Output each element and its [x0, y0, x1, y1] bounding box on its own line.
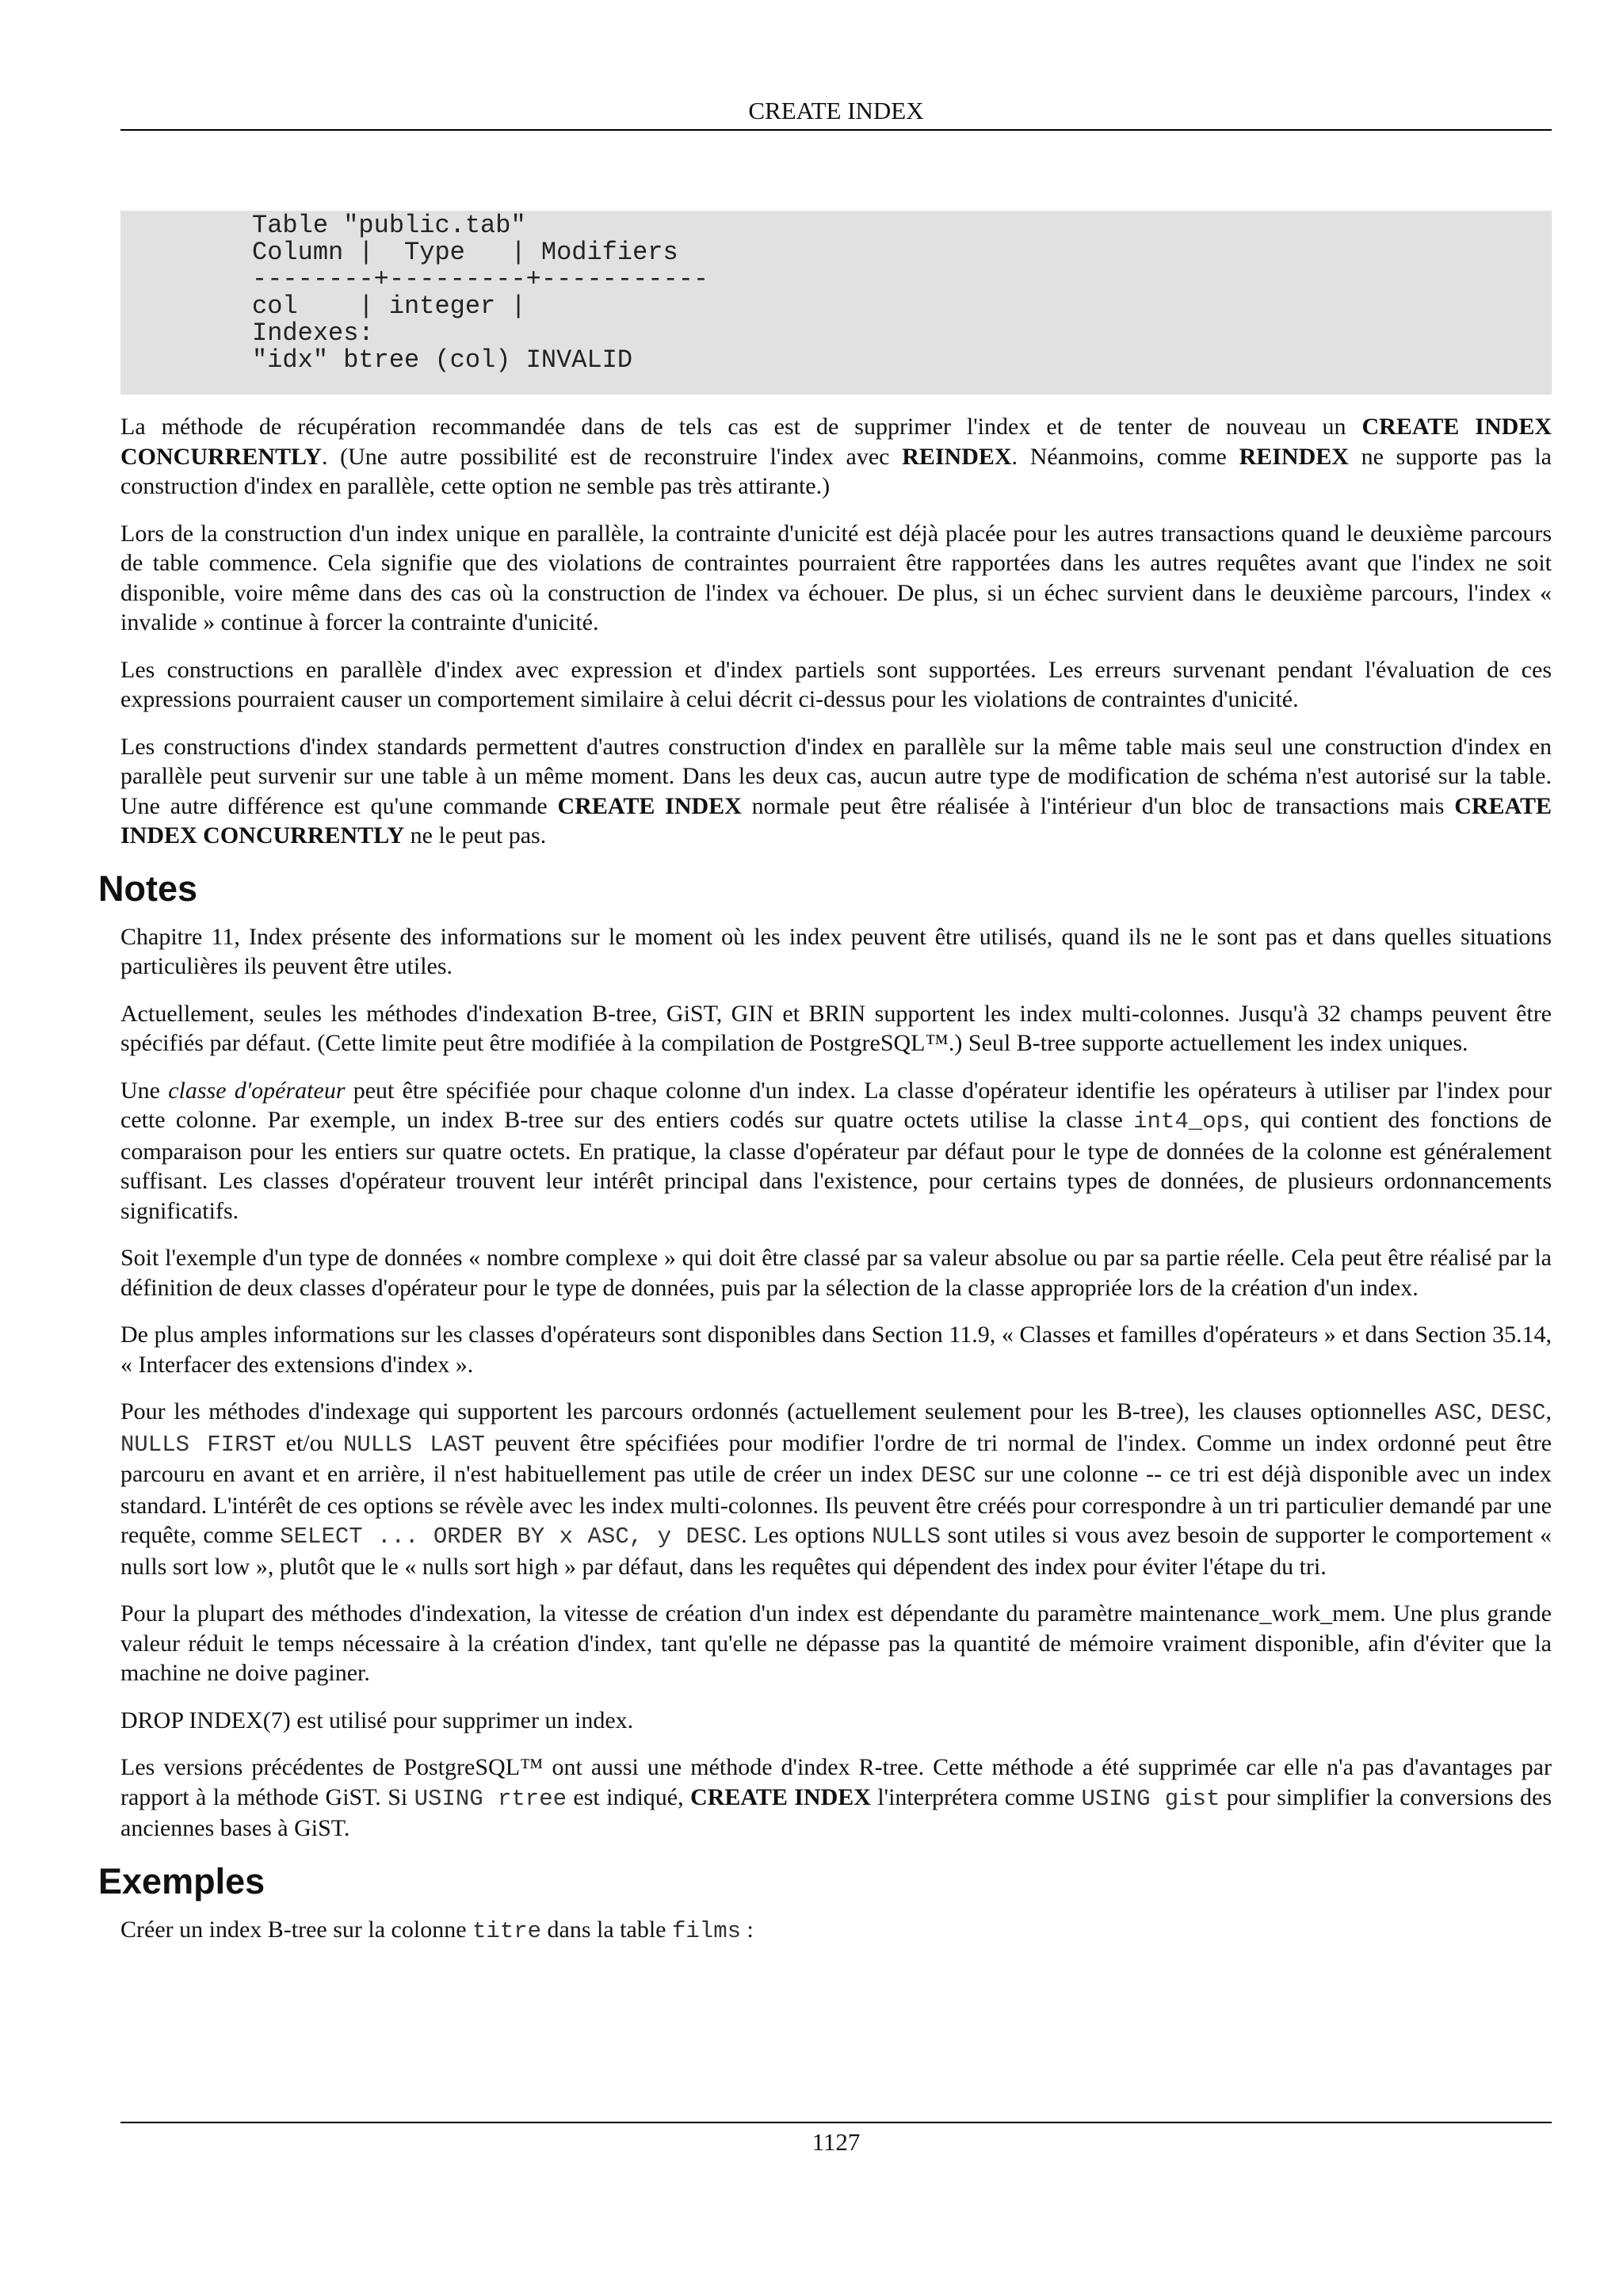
notes-paragraph-ordering — [120, 1397, 1552, 1581]
inline-code: titre — [472, 1917, 542, 1944]
text-run: Créer un index B-tree sur la colonne — [120, 1916, 473, 1943]
code-line: col | integer | — [252, 292, 526, 321]
inline-code: SELECT ... ORDER BY x ASC, y DESC — [280, 1524, 742, 1550]
text-run: : — [741, 1916, 754, 1943]
notes-paragraph-multicolumn: Actuellement, seules les méthodes d'indexation B-tree, GiST, GIN et BRIN supportent les index multi-colonnes. Jusqu'à 32 champs peuvent être spécifiés par défaut. (Cette limite peut être modifiée à la compilation de PostgreSQL™.) Seul B-tree supporte actuellement les index uniques. — [120, 1000, 1552, 1056]
code-block — [120, 211, 1552, 395]
inline-code: NULLS FIRST — [120, 1431, 277, 1458]
footer-rule — [120, 2122, 1552, 2123]
paragraph-standard-builds — [120, 732, 1552, 851]
text-run: Une — [120, 1077, 169, 1104]
page-content — [98, 211, 1552, 1963]
text-run: ne le peut pas. — [404, 822, 547, 849]
text-run: . Les options — [741, 1522, 873, 1548]
notes-paragraph-more-info: De plus amples informations sur les classes d'opérateurs sont disponibles dans Section 11.9, « Classes et familles d'opérateurs » et dans Section 35.14, « Interfacer des extensions d'index ». — [120, 1322, 1552, 1378]
command-name: REINDEX — [902, 443, 1012, 470]
text-run: sur une colonne -- ce tri est déjà disponible avec un index standard. L'intérêt de ces options se révèle avec les index multi-colonnes. Ils peuvent être créés pour correspondre à un tri particulier demandé par une requête, comme — [120, 1461, 1552, 1548]
text-run: est indiqué, — [567, 1783, 691, 1810]
page-number: 1127 — [812, 2128, 861, 2156]
notes-paragraph-chapter: Chapitre 11, Index présente des informations sur le moment où les index peuvent être utilisés, quand ils ne le sont pas et dans quelles situations particulières ils peuvent être utiles. — [120, 923, 1552, 979]
inline-code: USING gist — [1081, 1785, 1220, 1812]
section-heading-examples: Exemples — [98, 1860, 265, 1901]
command-name: CREATE INDEX CONCURRENTLY — [120, 792, 1552, 849]
command-name: CREATE INDEX — [557, 792, 742, 819]
text-run: Les versions précédentes de PostgreSQL™ ont aussi une méthode d'index R-tree. Cette méthode a été supprimée car elle n'a pas d'avantages par rapport à la méthode GiST. Si — [120, 1754, 1552, 1810]
notes-paragraph-drop-index: DROP INDEX(7) est utilisé pour supprimer un index. — [120, 1707, 634, 1733]
section-heading-notes: Notes — [98, 868, 198, 909]
code-line: Column | Type | Modifiers — [252, 238, 678, 267]
inline-code: NULLS LAST — [342, 1431, 485, 1458]
inline-code: DESC — [1490, 1400, 1546, 1426]
paragraph-recovery — [120, 412, 1552, 502]
command-name: CREATE INDEX — [690, 1783, 871, 1810]
text-run: dans la table — [541, 1916, 672, 1943]
code-line: Indexes: — [252, 318, 374, 348]
text-run: La méthode de récupération recommandée dans de tels cas est de supprimer l'index et de tenter de nouveau un — [120, 414, 1362, 440]
command-name: REINDEX — [1239, 443, 1349, 470]
notes-paragraph-maintenance-mem: Pour la plupart des méthodes d'indexation, la vitesse de création d'un index est dépendante du paramètre maintenance_work_mem. Une plus grande valeur réduit le temps nécessaire à la création d'index, tant qu'elle ne dépasse pas la quantité de mémoire vraiment disponible, afin d'éviter que la machine ne doive paginer. — [120, 1600, 1552, 1686]
text-run: l'interprétera comme — [870, 1783, 1082, 1810]
code-line: --------+---------+----------- — [252, 265, 709, 294]
text-run: normale peut être réalisée à l'intérieur d'un bloc de transactions mais — [741, 792, 1455, 819]
text-run: pour simplifier la conversions des anciennes bases à GiST. — [120, 1783, 1552, 1841]
text-run: et/ou — [276, 1429, 343, 1456]
code-line: "idx" btree (col) INVALID — [252, 345, 633, 375]
notes-paragraph-rtree — [120, 1753, 1552, 1844]
inline-code: USING rtree — [414, 1785, 567, 1812]
text-run: sont utiles si vous avez besoin de supporter le comportement « nulls sort low », plutôt que le « nulls sort high » par défaut, dans les requêtes qui dépendent des index pour éviter l'étape du tri. — [120, 1522, 1552, 1580]
inline-code: NULLS — [872, 1524, 941, 1550]
inline-code: DESC — [921, 1463, 976, 1489]
text-run: . (Une autre possibilité est de reconstruire l'index avec — [321, 443, 903, 470]
text-run: , — [1476, 1398, 1491, 1425]
notes-paragraph-operator-class — [120, 1076, 1552, 1226]
code-line: Table "public.tab" — [252, 211, 526, 240]
text-run: . Néanmoins, comme — [1011, 443, 1239, 470]
text-run: , qui contient des fonctions de comparaison pour les entiers sur quatre octets. En pratique, la classe d'opérateur par défaut pour le type de données de la colonne est généralement suffisant. Les classes d'opérateur trouvent leur intérêt principal dans l'existence, pour certains types de données, de plusieurs ordonnancements significatifs. — [120, 1107, 1552, 1224]
term-emphasis: classe d'opérateur — [168, 1077, 346, 1104]
text-run: peut être spécifiée pour chaque colonne d'un index. La classe d'opérateur identifie les opérateurs à utiliser par l'index pour cette colonne. Par exemple, un index B-tree sur des entiers codés sur quatre octets utilise la classe — [120, 1077, 1552, 1133]
paragraph-expression-index: Les constructions en parallèle d'index avec expression et d'index partiels sont supportées. Les erreurs survenant pendant l'évaluation de ces expressions pourraient causer un comportement similaire à celui décrit ci-dessus pour les violations de contraintes d'unicité. — [120, 656, 1552, 712]
page-header-title: CREATE INDEX — [748, 97, 924, 124]
text-run: , — [1545, 1398, 1552, 1425]
inline-code: ASC — [1434, 1400, 1476, 1426]
paragraph-unique-index: Lors de la construction d'un index unique en parallèle, la contrainte d'unicité est déjà placée pour les autres transactions quand le deuxième parcours de table commence. Cela signifie que des violations de contraintes pourraient être rapportées dans les autres requêtes avant que l'index ne soit disponible, voire même dans des cas où la construction de l'index va échouer. De plus, si un échec survient dans le deuxième parcours, l'index « invalide » continue à forcer la contrainte d'unicité. — [120, 520, 1552, 635]
text-run: Pour les méthodes d'indexage qui supportent les parcours ordonnés (actuellement seulement pour les B-tree), les clauses optionnelles — [120, 1398, 1435, 1425]
inline-code: int4_ops — [1133, 1108, 1244, 1135]
text-run: peuvent être spécifiées pour modifier l'ordre de tri normal de l'index. Comme un index ordonné peut être parcouru en avant et en arrière, il n'est habituellement pas utile de créer un index — [120, 1429, 1552, 1487]
text-run: Les constructions d'index standards permettent d'autres construction d'index en parallèle sur la même table mais seul une construction d'index en parallèle peut survenir sur une table à un même moment. Dans les deux cas, aucun autre type de modification de schéma n'est autorisé sur la table. Une autre différence est qu'une commande — [120, 733, 1552, 819]
text-run: ne supporte pas la construction d'index en parallèle, cette option ne semble pas très attirante.) — [120, 443, 1552, 499]
header-rule — [120, 129, 1552, 131]
notes-paragraph-complex-number: Soit l'exemple d'un type de données « nombre complexe » qui doit être classé par sa valeur absolue ou par sa partie réelle. Cela peut être réalisé par la définition de deux classes d'opérateur pour le type de données, puis par la sélection de la classe appropriée lors de la création d'un index. — [120, 1245, 1552, 1301]
examples-paragraph-btree — [120, 1915, 1552, 1947]
inline-code: films — [671, 1917, 741, 1944]
command-name: CREATE INDEX CONCURRENTLY — [120, 414, 1552, 470]
